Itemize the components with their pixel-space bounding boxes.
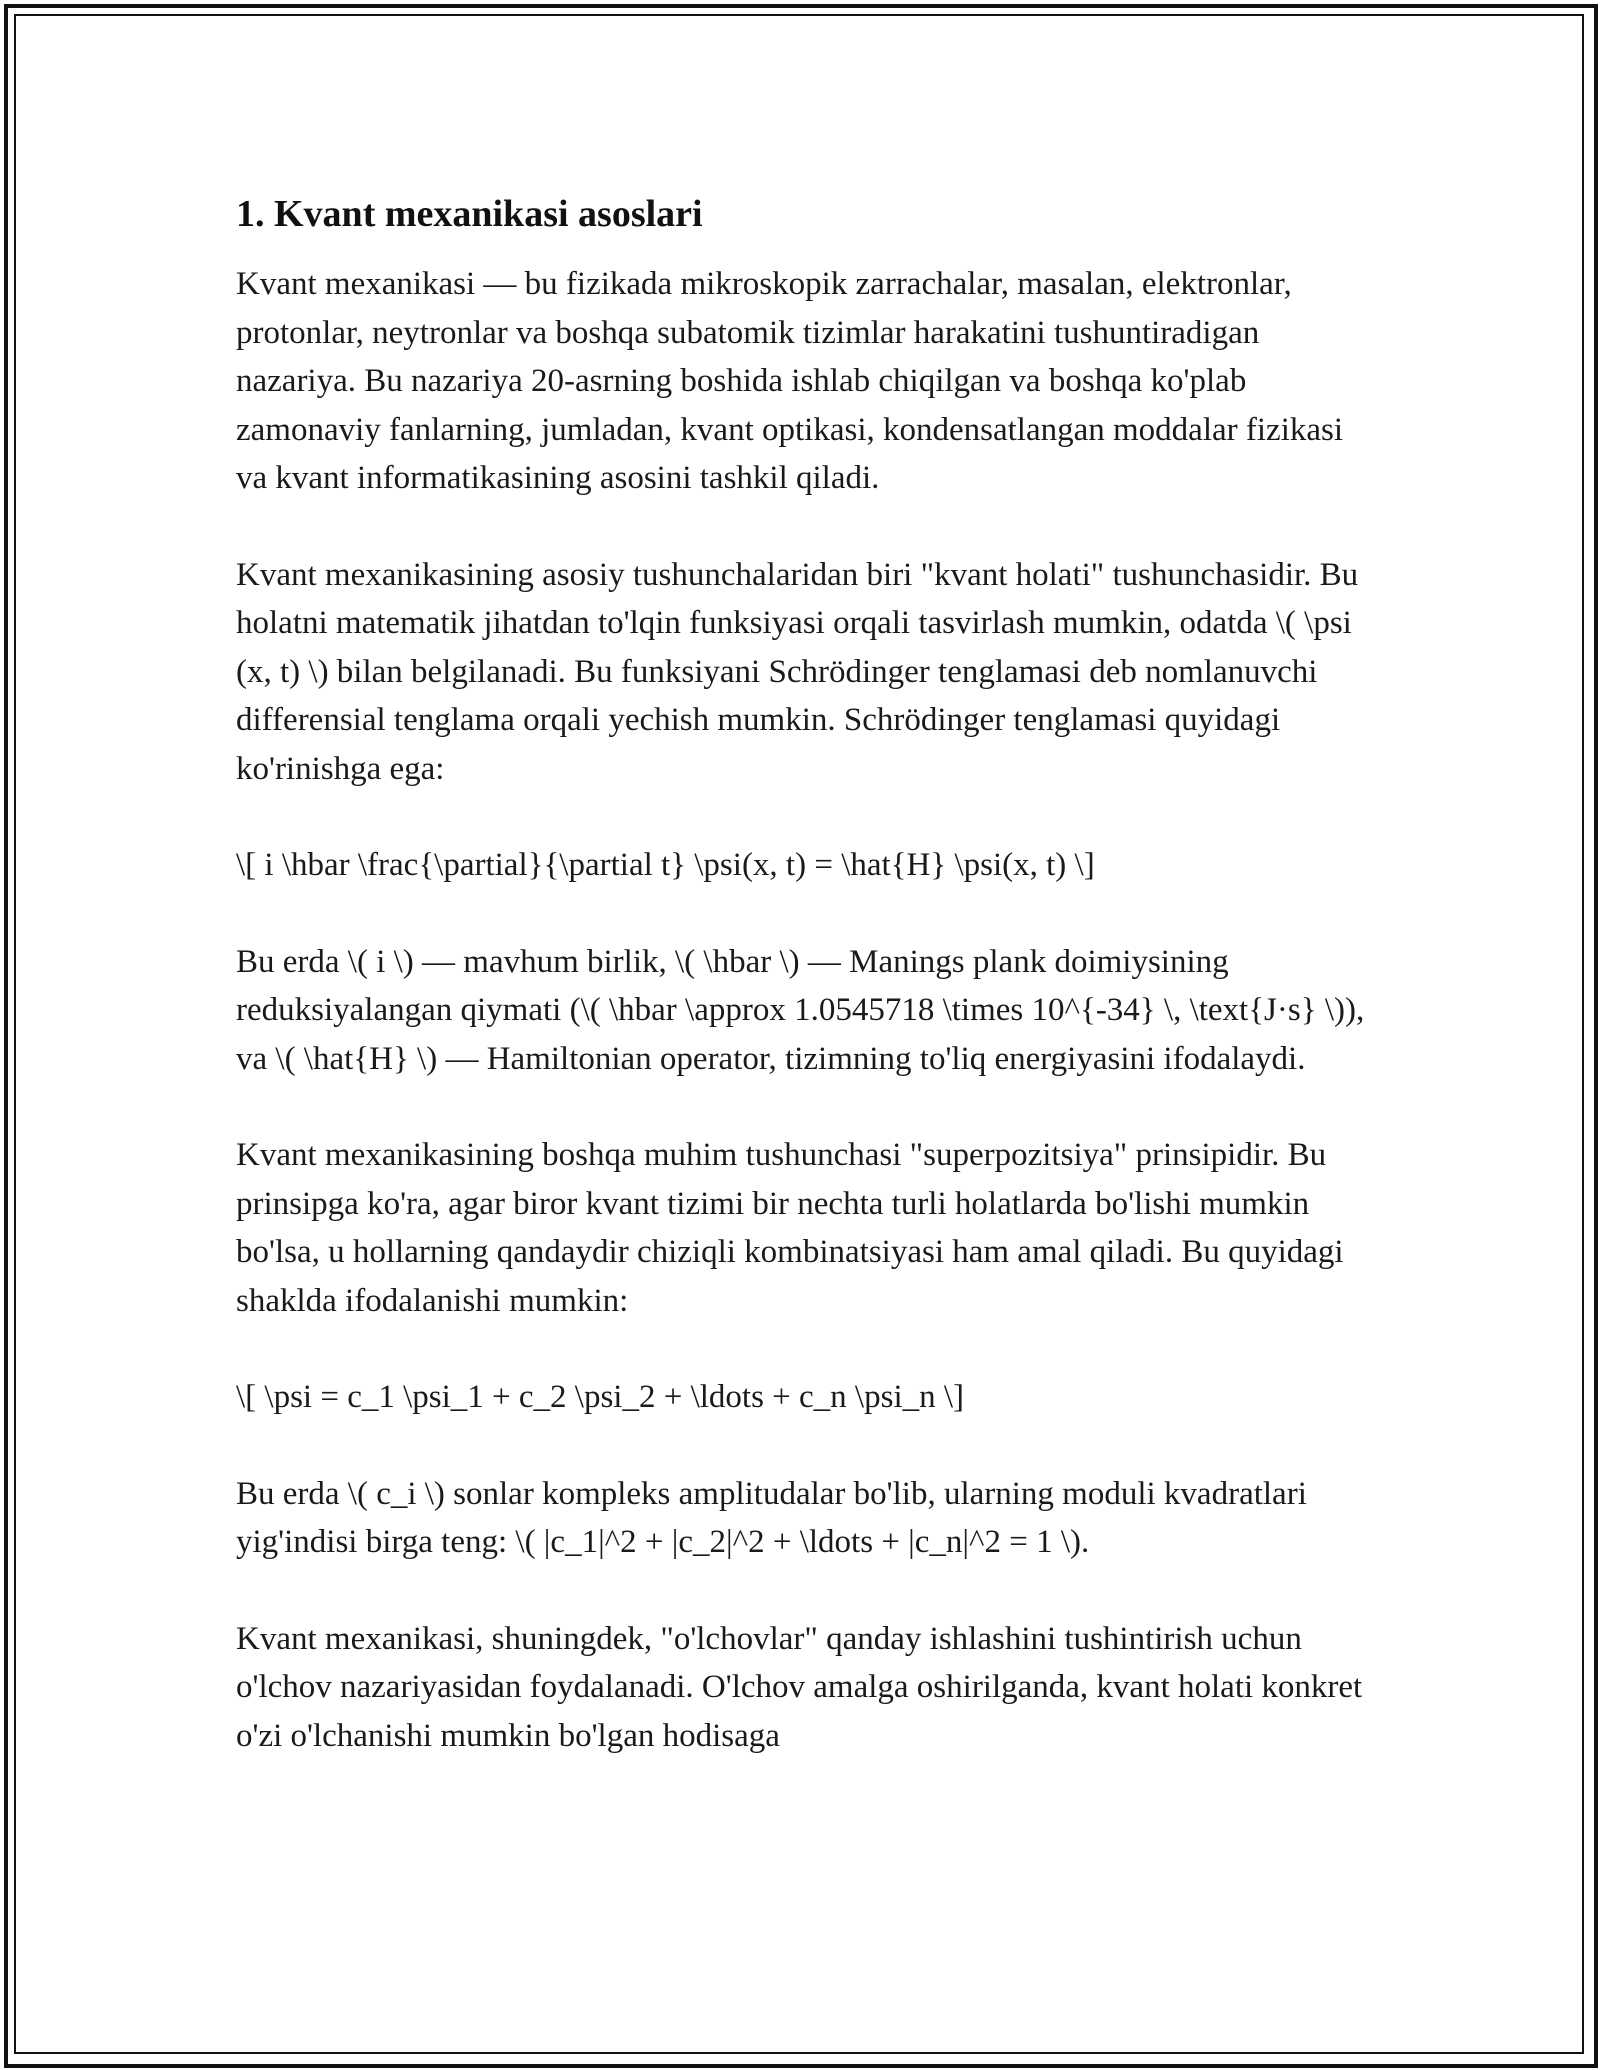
paragraph-quantum-state: Kvant mexanikasining asosiy tushunchalaridan biri "kvant holati" tushunchasidir. Bu holatni matematik jihatdan to'lqin funksiyasi orqali tasvirlash mumkin, odatda \( \psi (x, t) \) bilan belgilanadi. Bu funksiyani Schrödinger tenglamasi deb nomlanuvchi differensial tenglama orqali yechish mumkin. Schrödinger tenglamasi quyidagi ko'rinishga ega:	[236, 556, 1359, 787]
equation-superposition: \[ \psi = c_1 \psi_1 + c_2 \psi_2 + \ldots + c_n \psi_n \]	[236, 1379, 965, 1415]
paragraph-measurement: Kvant mexanikasi, shuningdek, "o'lchovlar" qanday ishlashini tushintirish uchun o'lchov nazariyasidan foydalanadi. O'lchov amalga oshirilganda, kvant holati konkret o'zi o'lchanishi mumkin bo'lgan hodisaga	[236, 1620, 1363, 1754]
paragraph-intro: Kvant mexanikasi — bu fizikada mikroskopik zarrachalar, masalan, elektronlar, protonlar, neytronlar va boshqa subatomik tizimlar harakatini tushuntiradigan nazariya. Bu nazariya 20-asrning boshida ishlab chiqilgan va boshqa ko'plab zamonaviy fanlarning, jumladan, kvant optikasi, kondensatlangan moddalar fizikasi va kvant informatikasining asosini tashkil qiladi.	[236, 266, 1344, 496]
equation-schrodinger: \[ i \hbar \frac{\partial}{\partial t} \psi(x, t) = \hat{H} \psi(x, t) \]	[236, 847, 1095, 883]
document-body	[236, 188, 1376, 1808]
paragraph-superposition: Kvant mexanikasining boshqa muhim tushunchasi "superpozitsiya" prinsipidir. Bu prinsipga ko'ra, agar biror kvant tizimi bir nechta turli holatlarda bo'lishi mumkin bo'lsa, u hollarning qandaydir chiziqli kombinatsiyasi ham amal qiladi. Bu quyidagi shaklda ifodalanishi mumkin:	[236, 1137, 1344, 1319]
paragraph-equation-terms: Bu erda \( i \) — mavhum birlik, \( \hbar \) — Manings plank doimiysining reduksiyalangan qiymati (\( \hbar \approx 1.0545718 \times 10^{-34} \, \text{J·s} \)), va \( \hat{H} \) — Hamiltonian operator, tizimning to'liq energiyasini ifodalaydi.	[236, 943, 1365, 1077]
paragraph-amplitudes: Bu erda \( c_i \) sonlar kompleks amplitudalar bo'lib, ularning moduli kvadratlari yig'indisi birga teng: \( |c_1|^2 + |c_2|^2 + \ldots + |c_n|^2 = 1 \).	[236, 1475, 1307, 1560]
section-heading: 1. Kvant mexanikasi asoslari	[236, 193, 703, 235]
